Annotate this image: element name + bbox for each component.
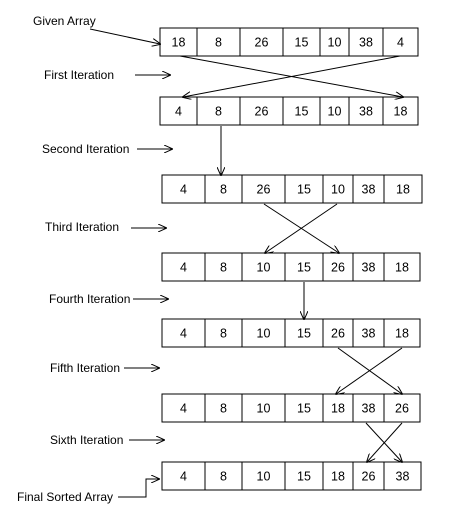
array-cell: 10 <box>327 35 342 50</box>
array-box <box>162 253 420 281</box>
array-cell: 18 <box>331 401 345 416</box>
array-cell: 15 <box>297 401 311 416</box>
array-cell: 15 <box>294 104 309 119</box>
label-third-iteration: Third Iteration <box>45 220 120 234</box>
arrow-final <box>118 479 159 497</box>
array-box <box>160 28 418 56</box>
array-box <box>162 462 421 490</box>
array-cell: 18 <box>396 182 410 197</box>
array-cell: 10 <box>327 104 342 119</box>
array-cell: 15 <box>297 260 311 275</box>
array-box <box>162 394 420 422</box>
array-row-1 <box>160 28 418 56</box>
array-box <box>162 175 422 203</box>
array-row-6 <box>162 394 420 422</box>
label-final-sorted-array: Final Sorted Array <box>17 490 114 504</box>
array-cell: 15 <box>297 326 311 341</box>
array-cell: 26 <box>254 35 269 50</box>
array-cell: 10 <box>331 182 345 197</box>
array-cell: 4 <box>180 326 187 341</box>
array-cell: 8 <box>215 35 222 50</box>
array-cell: 18 <box>395 326 409 341</box>
array-cell: 10 <box>256 260 271 275</box>
array-box <box>162 319 420 347</box>
array-cell: 8 <box>220 182 227 197</box>
array-cell: 38 <box>361 401 376 416</box>
array-cell: 10 <box>256 469 271 484</box>
array-rows <box>160 28 422 490</box>
label-fifth-iteration: Fifth Iteration <box>50 361 121 375</box>
array-cell: 26 <box>331 260 345 275</box>
array-cell: 4 <box>180 182 187 197</box>
label-second-iteration: Second Iteration <box>42 142 130 156</box>
array-row-7 <box>162 462 421 490</box>
array-cell: 38 <box>359 104 373 119</box>
array-cell: 18 <box>171 35 186 50</box>
array-cell: 8 <box>220 469 227 484</box>
array-box <box>160 97 418 125</box>
array-cell: 26 <box>361 469 376 484</box>
array-cell: 38 <box>361 326 376 341</box>
label-sixth-iteration: Sixth Iteration <box>50 433 124 447</box>
array-row-5 <box>162 319 420 347</box>
array-cell: 10 <box>256 401 271 416</box>
array-row-4 <box>162 253 420 281</box>
array-cell: 26 <box>254 104 269 119</box>
array-cell: 15 <box>297 469 311 484</box>
array-cell: 18 <box>395 260 409 275</box>
array-cell: 8 <box>220 401 227 416</box>
array-cell: 4 <box>175 104 182 119</box>
array-cell: 18 <box>393 104 408 119</box>
label-given-array: Given Array <box>33 14 96 28</box>
label-fourth-iteration: Fourth Iteration <box>49 292 131 306</box>
array-cell: 15 <box>297 182 311 197</box>
array-cell: 26 <box>256 182 271 197</box>
array-cell: 15 <box>294 35 309 50</box>
array-cell: 18 <box>331 469 345 484</box>
array-row-3 <box>162 175 422 203</box>
array-cell: 38 <box>395 469 410 484</box>
array-cell: 4 <box>180 469 187 484</box>
array-cell: 8 <box>215 104 222 119</box>
array-cell: 4 <box>180 401 187 416</box>
array-cell: 38 <box>359 35 373 50</box>
array-cell: 4 <box>397 35 404 50</box>
array-cell: 8 <box>220 260 227 275</box>
array-cell: 10 <box>256 326 271 341</box>
array-cell: 8 <box>220 326 227 341</box>
array-cell: 38 <box>361 182 376 197</box>
array-cell: 26 <box>331 326 345 341</box>
arrow-given <box>90 29 160 44</box>
array-row-2 <box>160 97 418 125</box>
array-cell: 38 <box>361 260 376 275</box>
array-cell: 26 <box>395 401 409 416</box>
array-cell: 4 <box>180 260 187 275</box>
label-first-iteration: First Iteration <box>44 68 115 82</box>
